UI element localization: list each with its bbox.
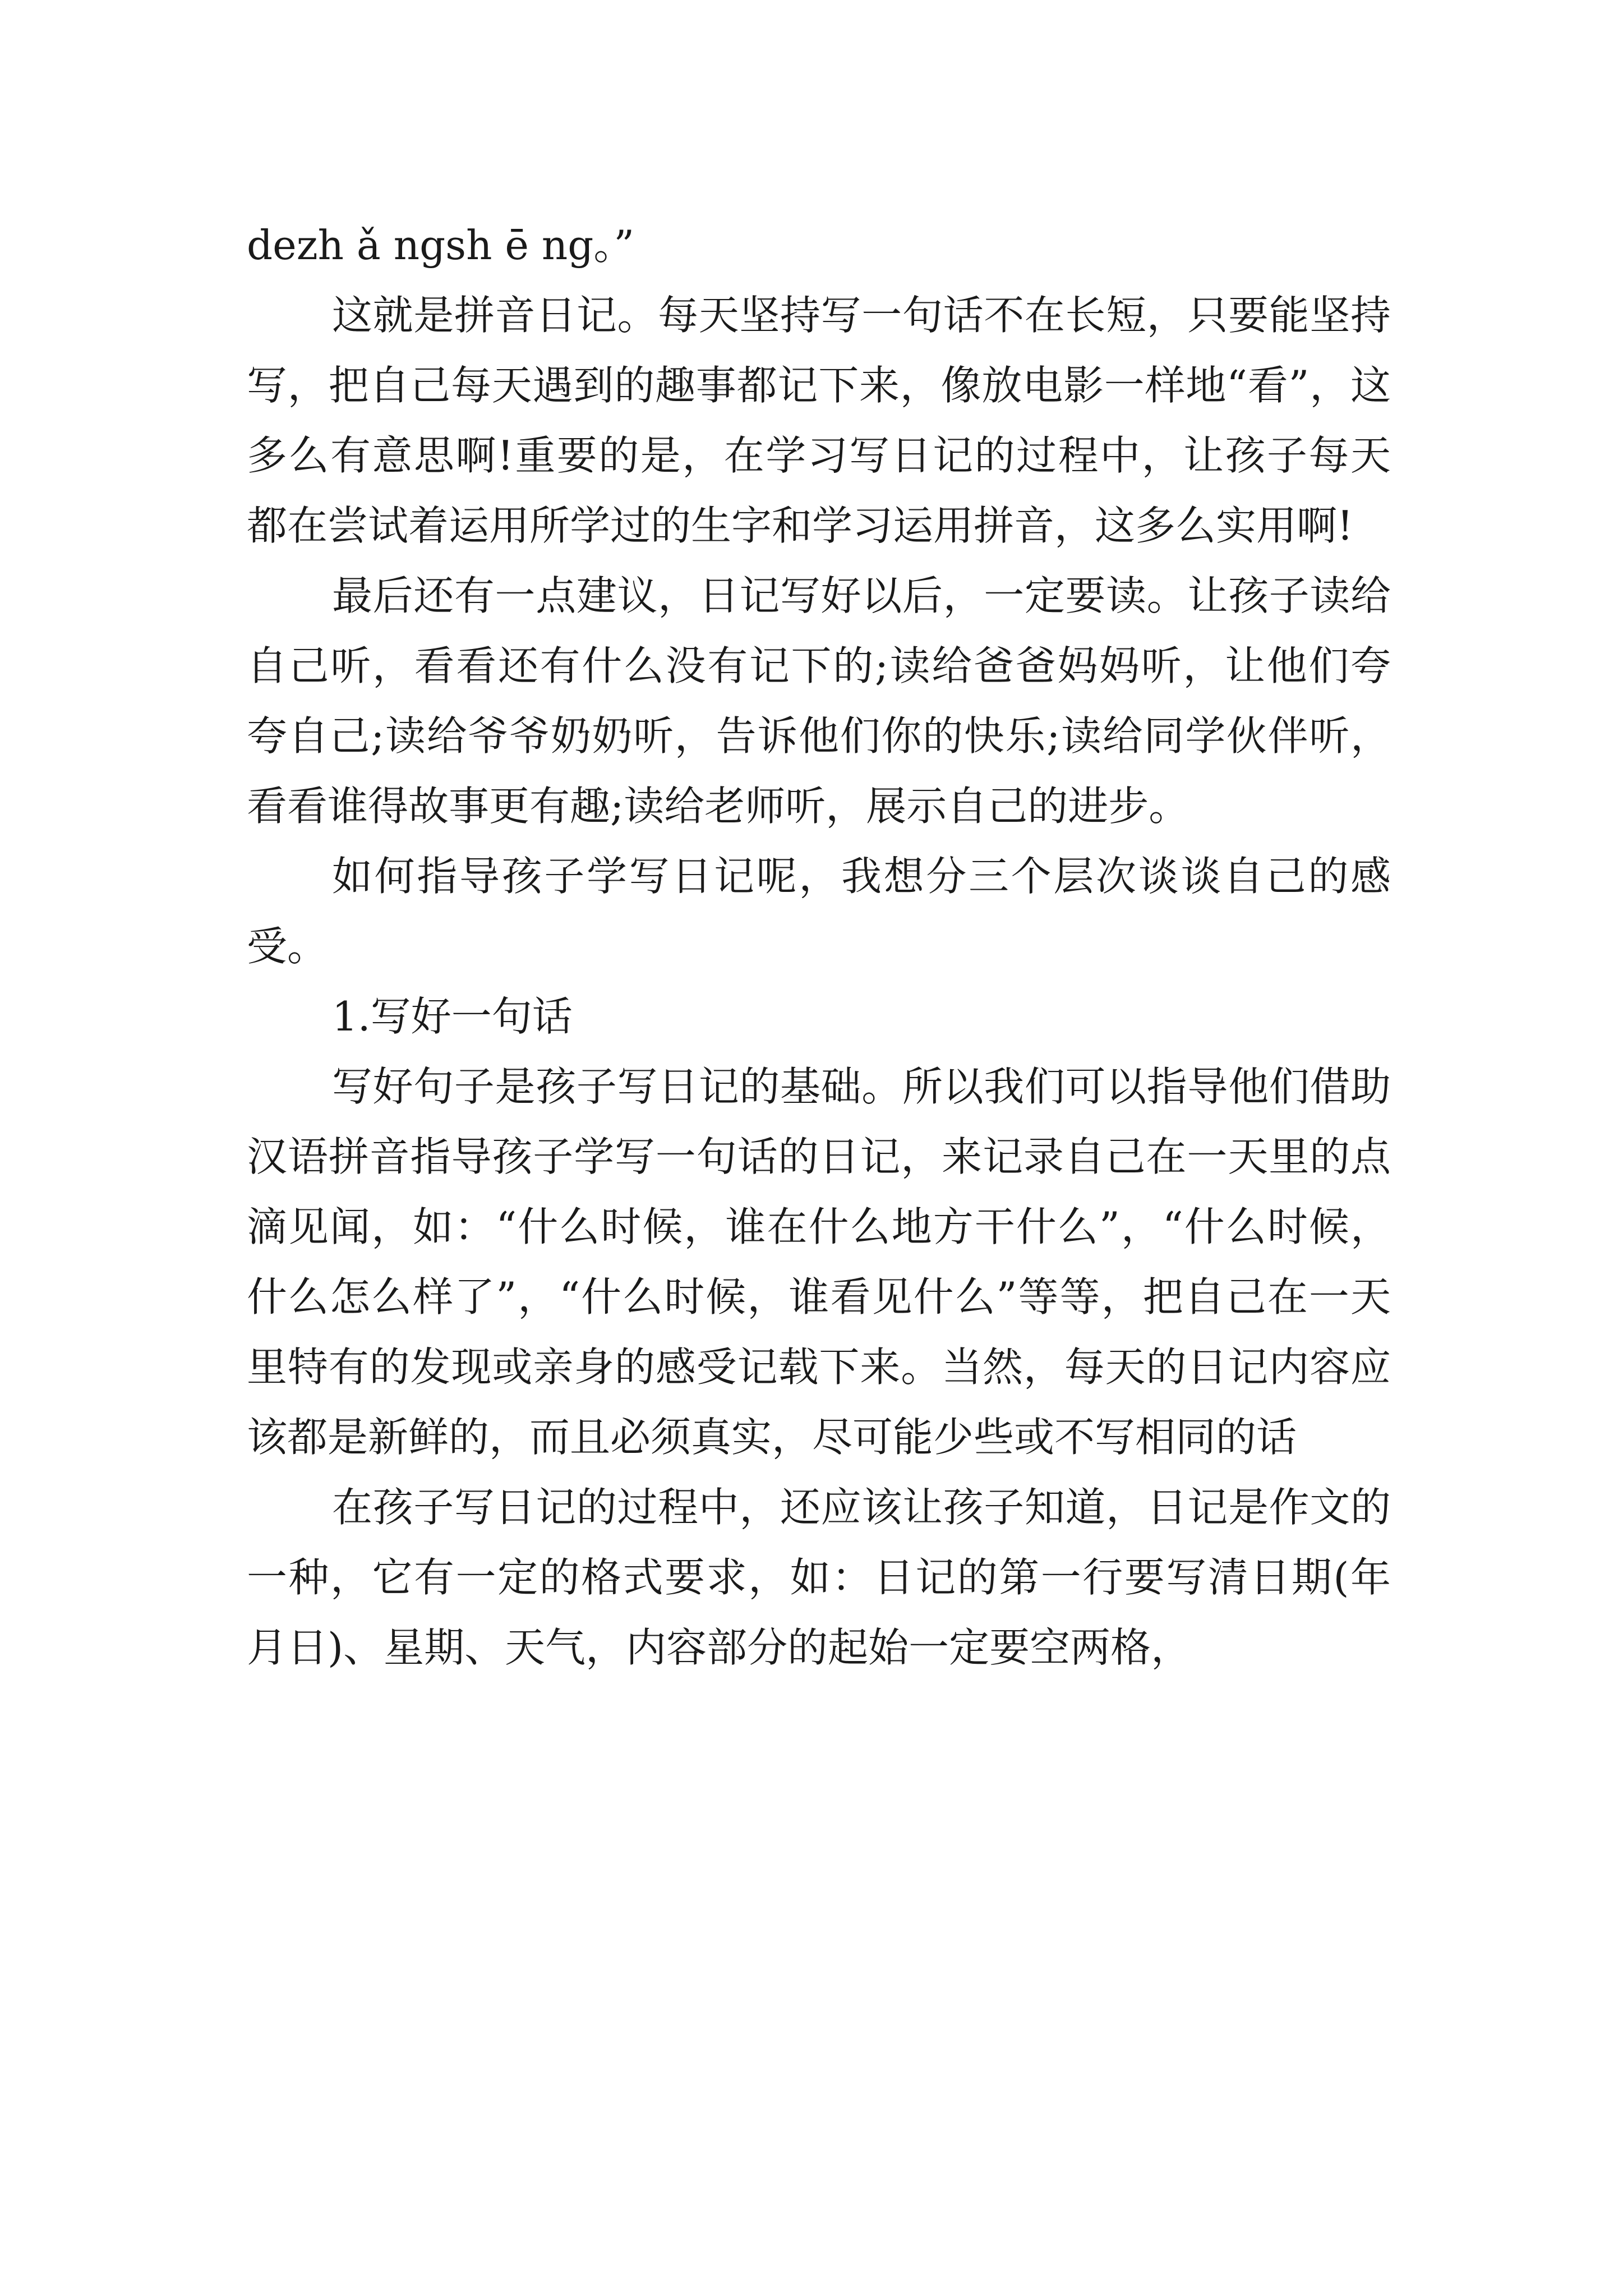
paragraph-reading-advice: 最后还有一点建议，日记写好以后，一定要读。让孩子读给自己听，看看还有什么没有记下的;读给爸爸妈妈听，让他们夸夸自己;读给爷爷奶奶听，告诉他们你的快乐;读给同学伙伴听，看看谁得故事更有趣;读给老师听，展示自己的进步。	[247, 572, 1391, 830]
paragraph-pinyin-fragment: dezh ǎ ngsh ē ng。”	[247, 222, 635, 269]
document-body	[247, 210, 1391, 1683]
section-heading-one-sentence: 1.写好一句话	[332, 993, 573, 1040]
paragraph-diary-format: 在孩子写日记的过程中，还应该让孩子知道，日记是作文的一种，它有一定的格式要求，如：日记的第一行要写清日期(年月日)、星期、天气，内容部分的起始一定要空两格，	[247, 1484, 1391, 1671]
paragraph-pinyin-diary: 这就是拼音日记。每天坚持写一句话不在长短，只要能坚持写，把自己每天遇到的趣事都记下来，像放电影一样地“看”，这多么有意思啊!重要的是，在学习写日记的过程中，让孩子每天都在尝试着运用所学过的生字和学习运用拼音，这多么实用啊!	[247, 292, 1391, 549]
paragraph-three-levels: 如何指导孩子学写日记呢，我想分三个层次谈谈自己的感受。	[247, 853, 1391, 970]
paragraph-sentence-basics: 写好句子是孩子写日记的基础。所以我们可以指导他们借助汉语拼音指导孩子学写一句话的日记，来记录自己在一天里的点滴见闻，如：“什么时候，谁在什么地方干什么”，“什么时候，什么怎么样了”，“什么时候，谁看见什么”等等，把自己在一天里特有的发现或亲身的感受记载下来。当然，每天的日记内容应该都是新鲜的，而且必须真实，尽可能少些或不写相同的话	[247, 1063, 1391, 1461]
